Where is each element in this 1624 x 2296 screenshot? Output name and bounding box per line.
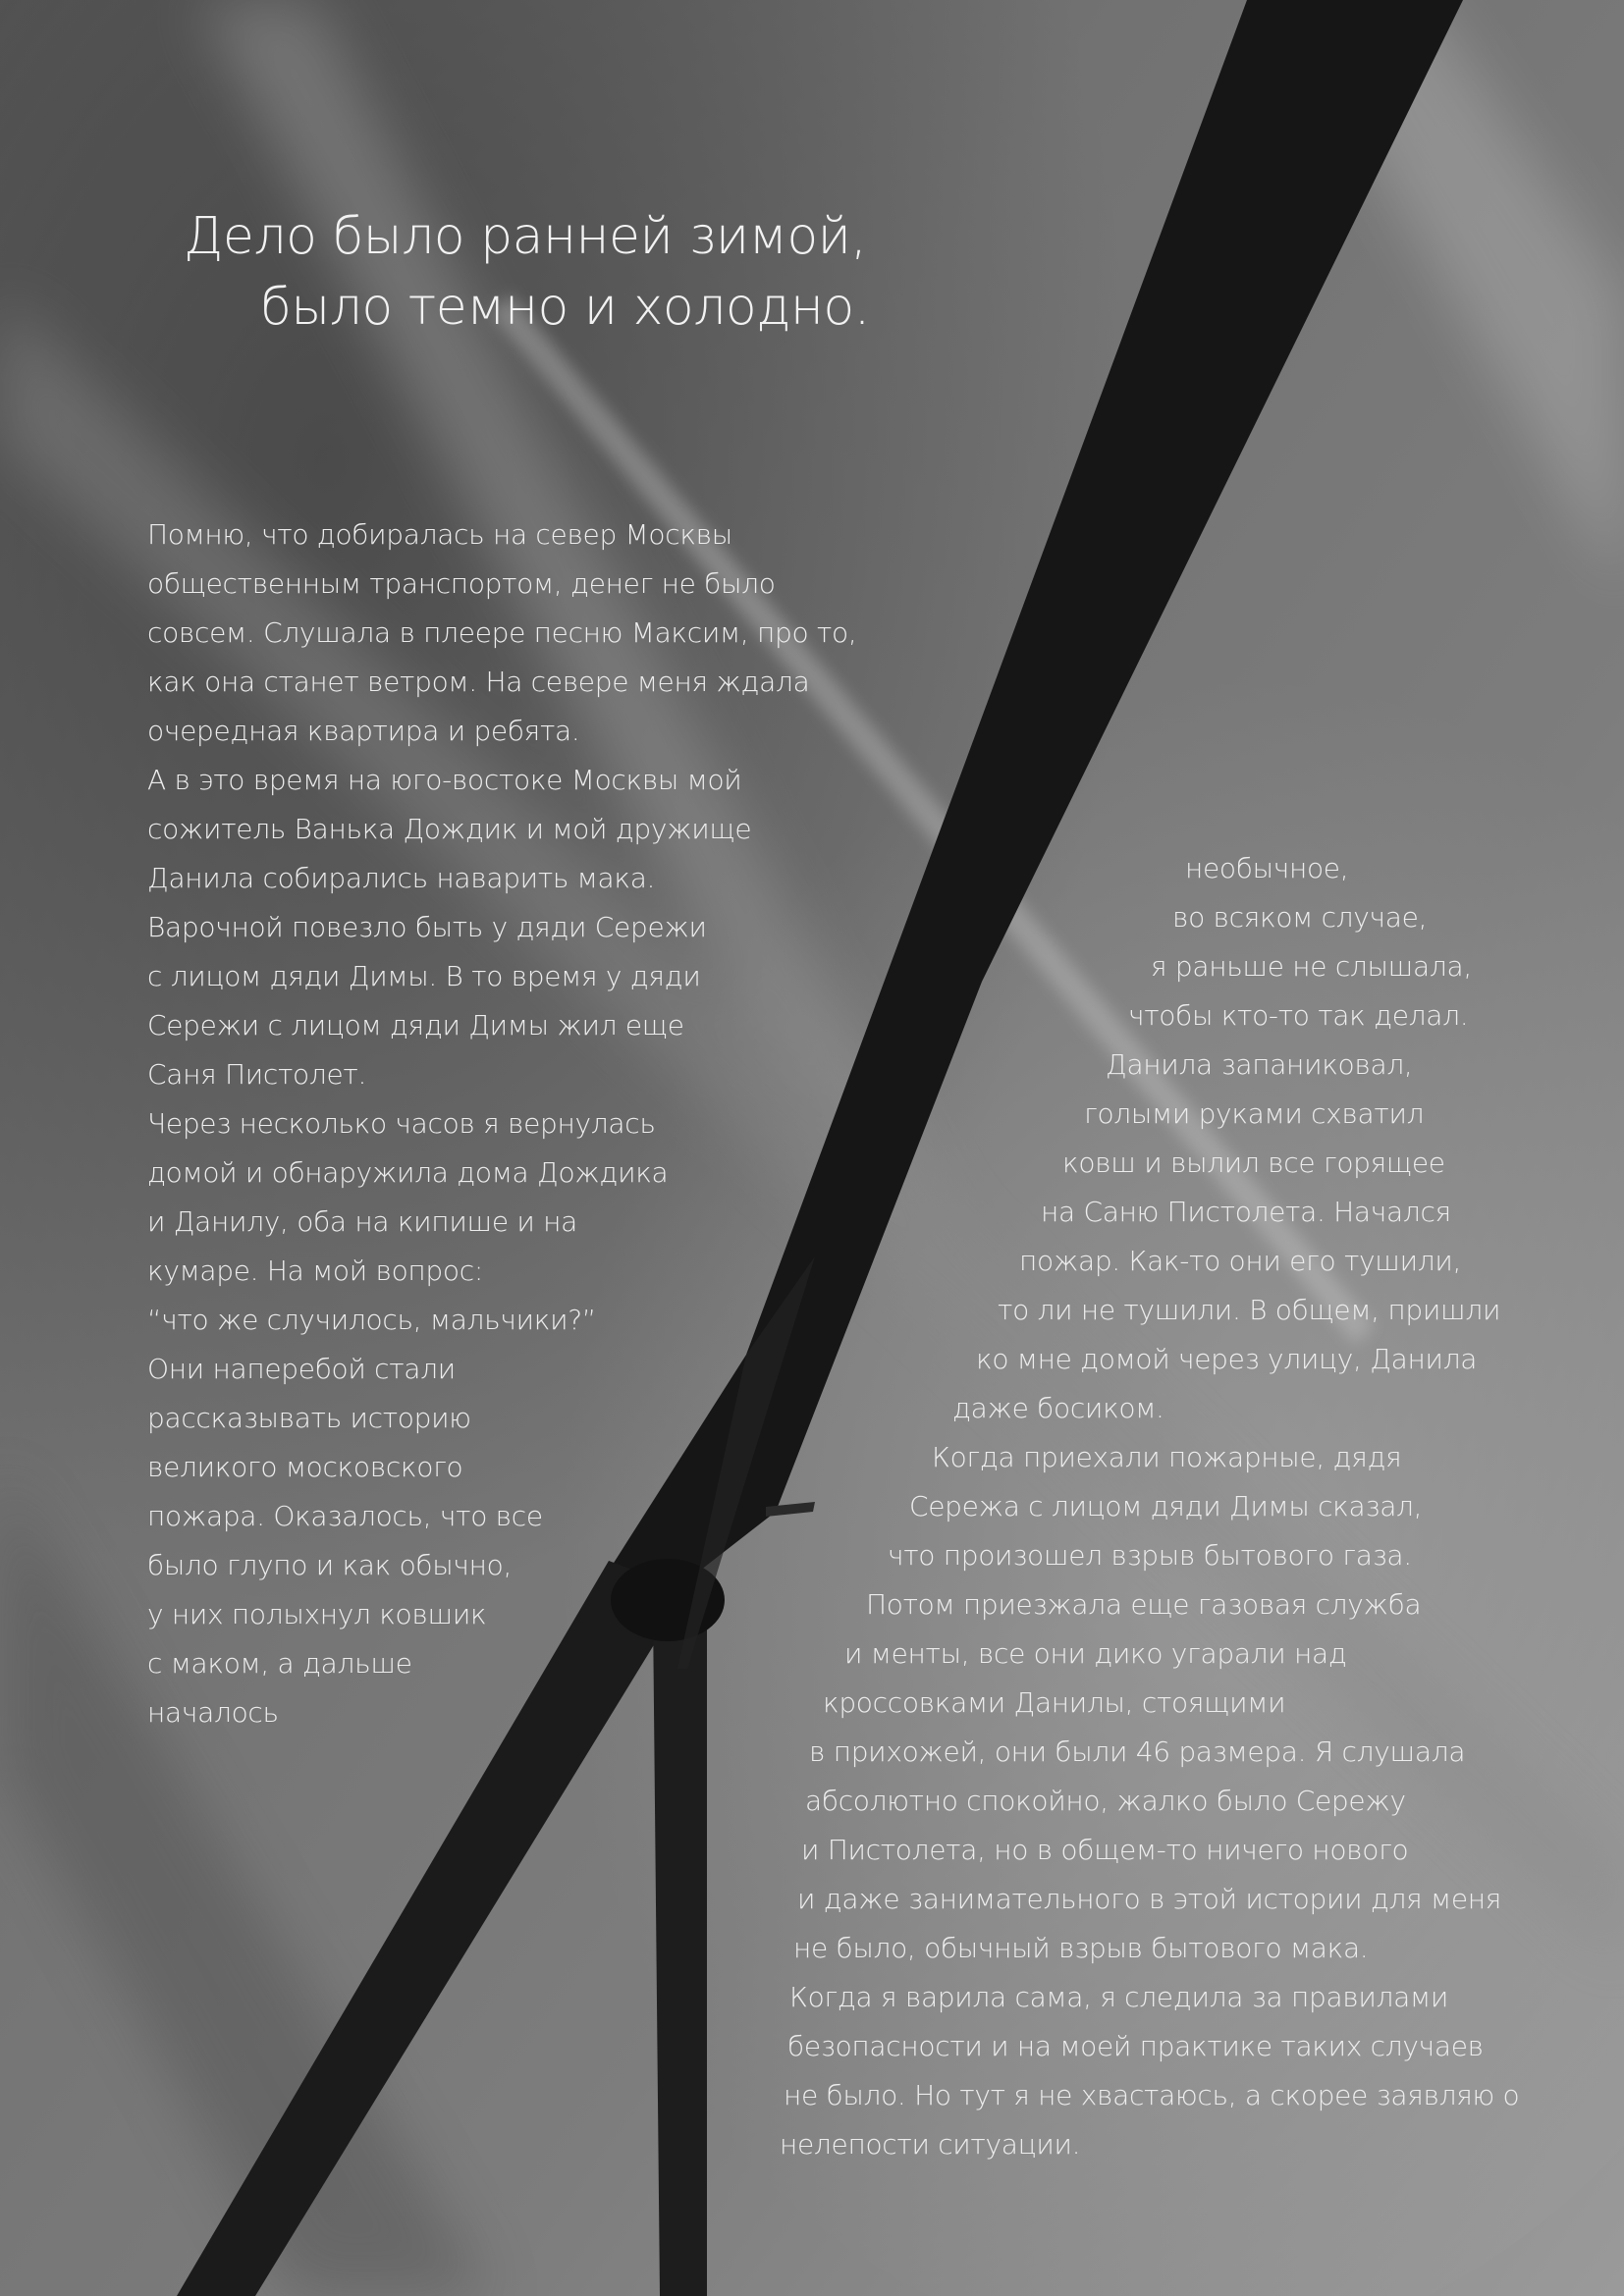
right-column-line: то ли не тушили. В общем, пришли (998, 1294, 1501, 1326)
right-column-line: Когда я варила сама, я следила за правилами (789, 1981, 1448, 2013)
right-column-line: не было. Но тут я не хвастаюсь, а скорее заявляю о (784, 2079, 1520, 2111)
left-column-line: и Данилу, оба на кипише и на (147, 1205, 577, 1238)
left-column-line: великого московского (147, 1451, 463, 1483)
left-column-line: началось (147, 1696, 279, 1729)
right-column-line: Когда приехали пожарные, дядя (932, 1441, 1402, 1473)
title-line-1: Дело было ранней зимой, (184, 207, 867, 266)
left-column-line: с лицом дяди Димы. В то время у дяди (147, 960, 701, 992)
left-column-line: сожитель Ванька Дождик и мой дружище (147, 813, 752, 845)
right-column-line: и Пистолета, но в общем-то ничего нового (801, 1834, 1409, 1866)
left-column-line: у них полыхнул ковшик (147, 1598, 487, 1630)
title-line-2: было темно и холодно. (260, 278, 870, 337)
right-column-line: не было, обычный взрыв бытового мака. (793, 1932, 1369, 1964)
right-column-line: Данила запаниковал, (1106, 1048, 1413, 1081)
right-column-line: Потом приезжала еще газовая служба (866, 1588, 1422, 1621)
right-column-line: абсолютно спокойно, жалко было Сережу (805, 1785, 1406, 1817)
right-column-line: и менты, все они дико угарали над (844, 1637, 1347, 1670)
right-column-line: нелепости ситуации. (780, 2128, 1081, 2161)
right-column-line: Сережа с лицом дяди Димы сказал, (909, 1490, 1423, 1522)
right-column-line: я раньше не слышала, (1151, 950, 1472, 983)
left-column-line: Саня Пистолет. (147, 1058, 367, 1091)
left-column-line: А в это время на юго-востоке Москвы мой (147, 764, 742, 796)
right-column-line: безопасности и на моей практике таких случаев (787, 2030, 1484, 2062)
left-column-line: очередная квартира и ребята. (147, 715, 580, 747)
right-column-line: что произошел взрыв бытового газа. (888, 1539, 1412, 1572)
right-column-line: кроссовками Данилы, стоящими (823, 1686, 1286, 1719)
left-column-line: было глупо и как обычно, (147, 1549, 513, 1581)
left-column-line: Варочной повезло быть у дяди Сережи (147, 911, 707, 943)
right-column-line: чтобы кто-то так делал. (1128, 999, 1469, 1032)
left-column-line: Данила собирались наварить мака. (147, 862, 656, 894)
left-column-line: с маком, а дальше (147, 1647, 412, 1680)
left-column-line: Помню, что добиралась на север Москвы (147, 518, 732, 551)
right-column-line: пожар. Как-то они его тушили, (1019, 1245, 1462, 1277)
right-column-line: на Саню Пистолета. Начался (1041, 1196, 1451, 1228)
right-column-line: во всяком случае, (1172, 901, 1428, 934)
left-column-line: совсем. Слушала в плеере песню Максим, про то, (147, 616, 857, 649)
right-column-line: ко мне домой через улицу, Данила (976, 1343, 1478, 1375)
left-column-line: рассказывать историю (147, 1402, 471, 1434)
left-column-line: как она станет ветром. На севере меня ждала (147, 666, 810, 698)
left-column-line: “что же случилось, мальчики?” (147, 1304, 596, 1336)
left-column-line: кумаре. На мой вопрос: (147, 1255, 483, 1287)
left-column-line: Сережи с лицом дяди Димы жил еще (147, 1009, 684, 1041)
right-column-line: голыми руками схватил (1084, 1097, 1425, 1130)
left-column-line: пожара. Оказалось, что все (147, 1500, 543, 1532)
right-column-line: даже босиком. (952, 1392, 1164, 1424)
left-column-line: домой и обнаружила дома Дождика (147, 1156, 669, 1189)
right-column-line: необычное, (1185, 852, 1349, 884)
left-column-line: Они наперебой стали (147, 1353, 456, 1385)
right-column-line: ковш и вылил все горящее (1062, 1147, 1445, 1179)
right-column-line: и даже занимательного в этой истории для меня (797, 1883, 1502, 1915)
left-column-line: Через несколько часов я вернулась (147, 1107, 656, 1140)
left-column-line: общественным транспортом, денег не было (147, 567, 776, 600)
right-column-line: в прихожей, они были 46 размера. Я слушала (809, 1735, 1466, 1768)
